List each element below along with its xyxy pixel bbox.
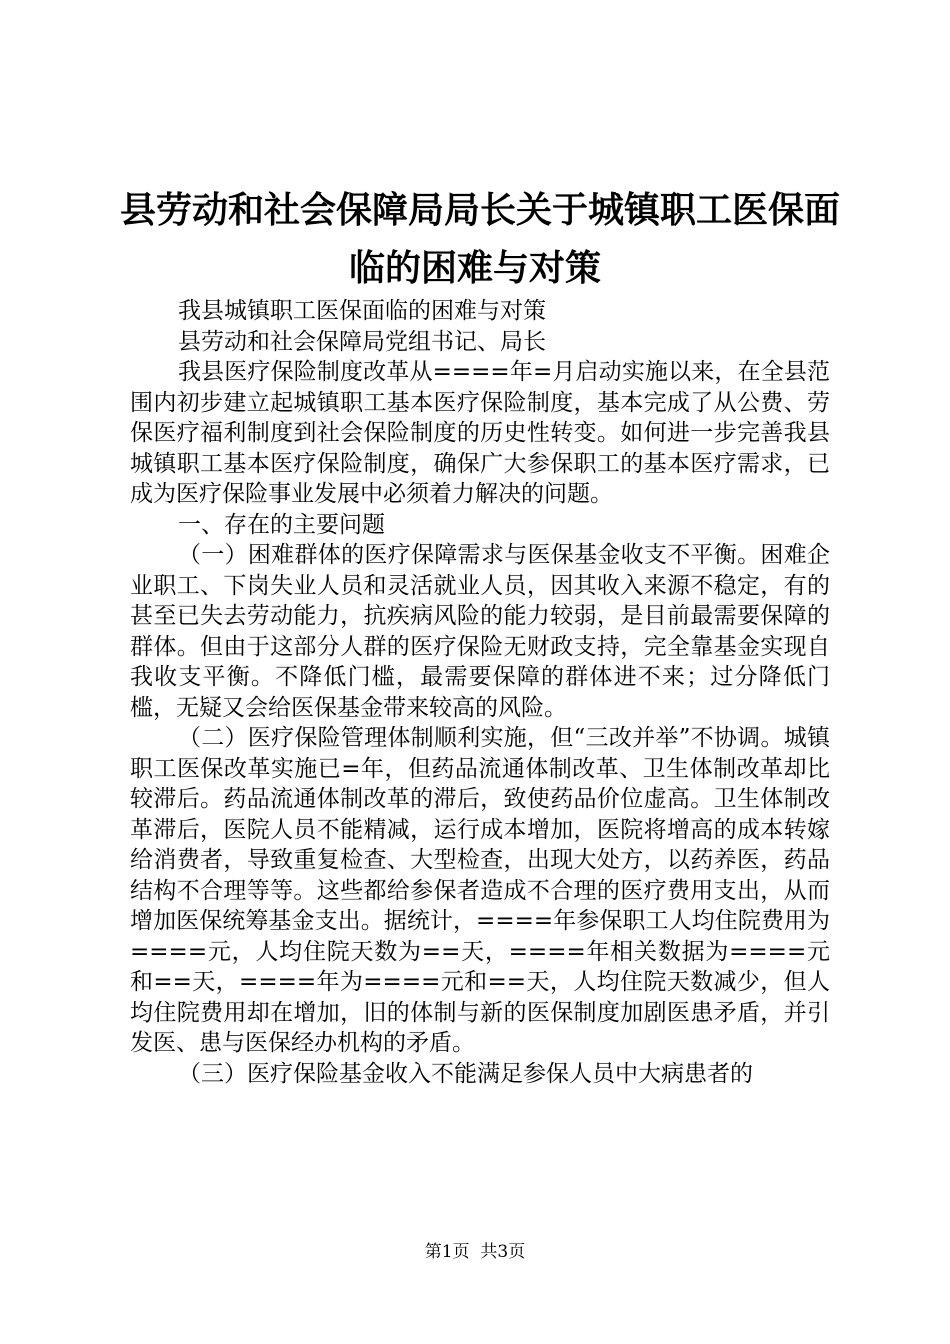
author-paragraph: 县劳动和社会保障局党组书记、局长 (178, 328, 546, 355)
document-title-line-1: 县劳动和社会保障局局长关于城镇职工医保面 (120, 189, 841, 231)
page-total: 共3页 (480, 1242, 526, 1262)
subtitle-paragraph: 我县城镇职工医保面临的困难与对策 (178, 298, 546, 324)
issue-paragraph-2: （二）医疗保险管理体制顺利实施，但“三改并举”不协调。城镇职工医保改革实施已=年，但药品流通体制改革、卫生体制改革却比较滞后。药品流通体制改革的滞后，致使药品价位虚高。卫生体制改革滞后，医院人员不能精减，运行成本增加，医院将增高的成本转嫁给消费者，导致重复检查、大型检查，出现大处方，以药养医，药品结构不合理等等。这些都给参保者造成不合理的医疗费用支出，从而增加医保统筹基金支出。据统计，====年参保职工人均住院费用为====元，人均住院天数为==天，====年相关数据为====元和==天，====年为====元和==天，人均住院天数减少，但人均住院费用却在增加，旧的体制与新的医保制度加剧医患矛盾，并引发医、患与医保经办机构的矛盾。 (130, 725, 830, 1056)
issue-paragraph-1: （一）困难群体的医疗保障需求与医保基金收支不平衡。困难企业职工、下岗失业人员和灵活就业人员，因其收入来源不稳定，有的甚至已失去劳动能力，抗疾病风险的能力较弱，是目前最需要保障的群体。但由于这部分人群的医疗保险无财政支持，完全靠基金实现自我收支平衡。不降低门槛，最需要保障的群体进不来；过分降低门槛，无疑又会给医保基金带来较高的风险。 (130, 542, 830, 721)
page-footer (0, 1242, 950, 1262)
page-number: 第1页 (424, 1242, 470, 1262)
document-body (130, 296, 830, 1089)
intro-paragraph: 我县医疗保险制度改革从====年=月启动实施以来，在全县范围内初步建立起城镇职工基本医疗保险制度，基本完成了从公费、劳保医疗福利制度到社会保险制度的历史性转变。如何进一步完善我县城镇职工基本医疗保险制度，确保广大参保职工的基本医疗需求，已成为医疗保险事业发展中必须着力解决的问题。 (130, 359, 830, 507)
section-heading: 一、存在的主要问题 (178, 511, 385, 538)
document-title-line-2: 临的困难与对策 (348, 247, 601, 289)
issue-paragraph-3: （三）医疗保险基金收入不能满足参保人员中大病患者的 (178, 1060, 753, 1087)
